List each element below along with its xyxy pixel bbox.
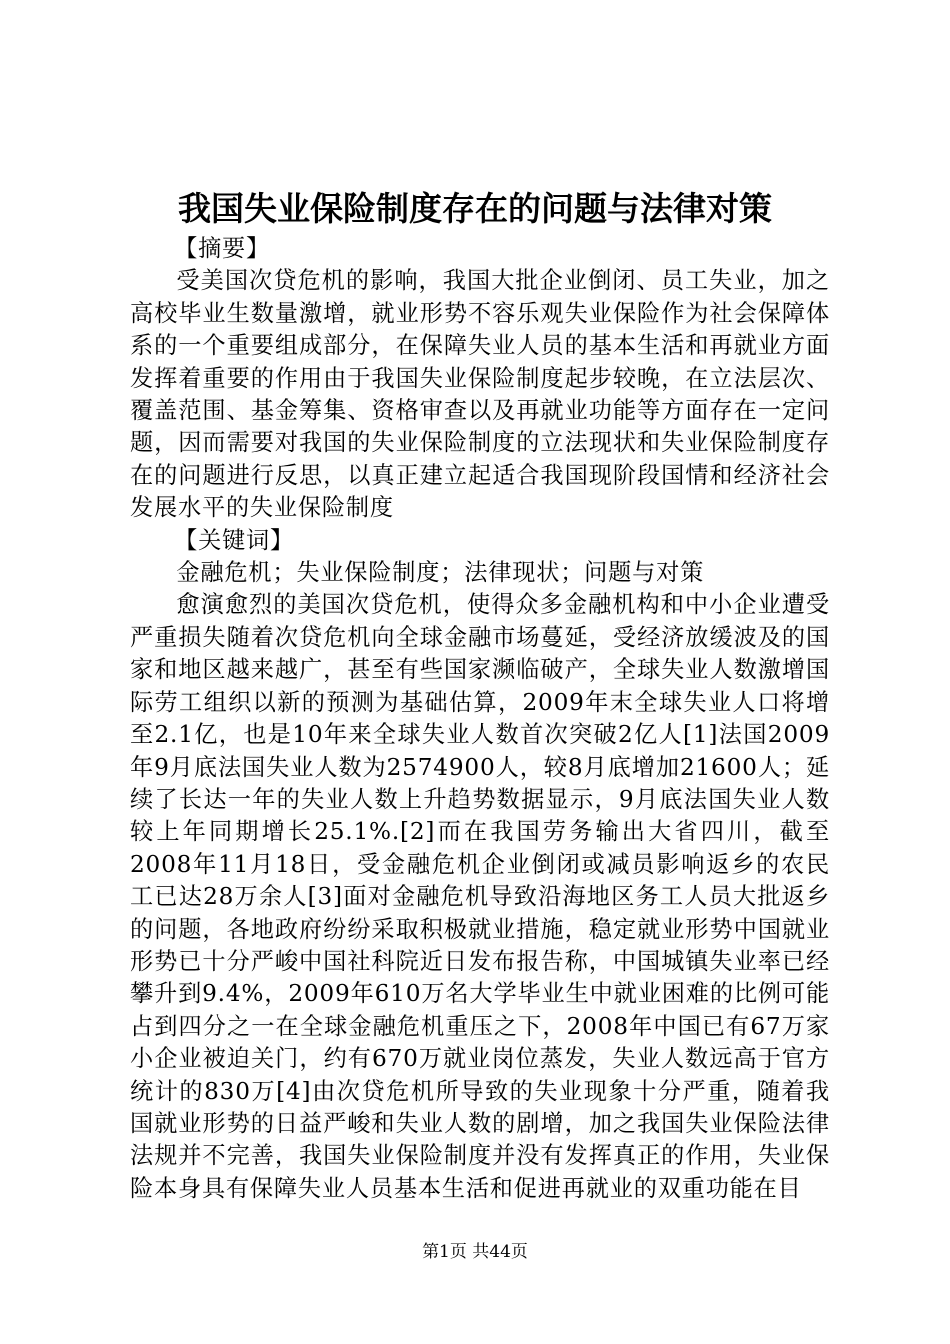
abstract-label: 【摘要】 — [174, 235, 271, 262]
keywords-paragraph: 金融危机；失业保险制度；法律现状；问题与对策 — [176, 559, 705, 587]
page-footer: 第1页 共44页 — [422, 1242, 528, 1262]
body-paragraph: 愈演愈烈的美国次贷危机，使得众多金融机构和中小企业遭受严重损失随着次贷危机向全球金融市场蔓延，受经济放缓波及的国家和地区越来越广，甚至有些国家濒临破产，全球失业人数激增国际劳工组织以新的预测为基础估算，2009年末全球失业人口将增至2.1亿，也是10年来全球失业人数首次突破2亿人[1]法国2009年9月底法国失业人数为2574900人，较8月底增加21600人；延续了长达一年的失业人数上升趋势数据显示，9月底法国失业人数较上年同期增长25.1%.[2]而在我国劳务输出大省四川，截至2008年11月18日，受金融危机企业倒闭或减员影响返乡的农民工已达28万余人[3]面对金融危机导致沿海地区务工人员大批返乡的问题，各地政府纷纷采取积极就业措施，稳定就业形势中国就业形势已十分严峻中国社科院近日发布报告称，中国城镇失业率已经攀升到9.4%，2009年610万名大学毕业生中就业困难的比例可能占到四分之一在全球金融危机重压之下，2008年中国已有67万家小企业被迫关门，约有670万就业岗位蒸发，失业人数远高于官方统计的830万[4]由次贷危机所导致的失业现象十分严重，随着我国就业形势的日益严峻和失业人数的剧增，加之我国失业保险法律法规并不完善，我国失业保险制度并没有发挥真正的作用，失业保险本身具有保障失业人员基本生活和促进再就业的双重功能在目 — [130, 591, 830, 1202]
document-title: 我国失业保险制度存在的问题与法律对策 — [178, 189, 772, 228]
document-body — [130, 233, 830, 1205]
abstract-paragraph: 受美国次贷危机的影响，我国大批企业倒闭、员工失业，加之高校毕业生数量激增，就业形势不容乐观失业保险作为社会保障体系的一个重要组成部分，在保障失业人员的基本生活和再就业方面发挥着重要的作用由于我国失业保险制度起步较晚，在立法层次、覆盖范围、基金筹集、资格审查以及再就业功能等方面存在一定问题，因而需要对我国的失业保险制度的立法现状和失业保险制度存在的问题进行反思，以真正建立起适合我国现阶段国情和经济社会发展水平的失业保险制度 — [130, 267, 830, 522]
keywords-label: 【关键词】 — [174, 526, 295, 554]
